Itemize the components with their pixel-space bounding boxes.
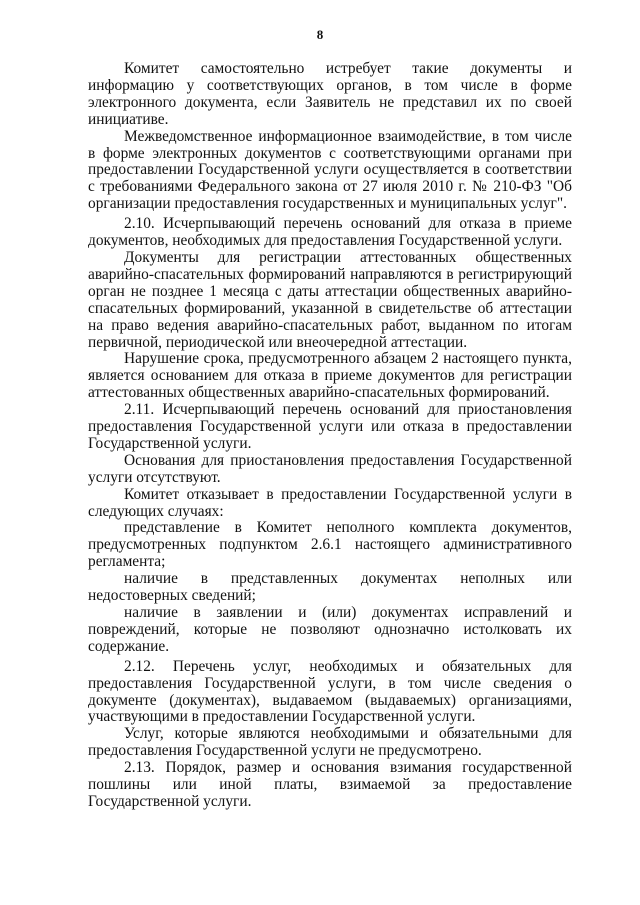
paragraph-section-2-11: 2.11. Исчерпывающий перечень оснований для приостановления предоставления Государственной услуги или отказа в предоставлении Государственной услуги. — [88, 401, 572, 452]
list-item-incomplete-info: наличие в представленных документах неполных или недостоверных сведений; — [88, 570, 572, 605]
paragraph-section-2-13: 2.13. Порядок, размер и основания взимания государственной пошлины или иной платы, взимаемой за предоставление Государственной услуги. — [88, 759, 572, 810]
paragraph-refusal-cases: Комитет отказывает в предоставлении Государственной услуги в следующих случаях: — [88, 485, 572, 520]
paragraph-registration-documents: Документы для регистрации аттестованных общественных аварийно-спасательных формирований направляются в регистрирующий орган не позднее 1 месяца с даты аттестации общественных аварийно-спасательных формирований, указанной в свидетельстве об аттестации на право ведения аварийно-спасательных работ, выданном по итогам первичной, периодической или внеочередной аттестации. — [88, 248, 572, 351]
page-number: 8 — [316, 27, 324, 42]
paragraph-interagency-interaction: Межведомственное информационное взаимодействие, в том числе в форме электронных документов с соответствующими органами при предоставлении Государственной услуги осуществляется в соответствии с требованиями Федерального закона от 27 июля 2010 г. № 210-ФЗ "Об организации предоставления государственных и муниципальных услуг". — [88, 127, 572, 213]
paragraph-section-2-12: 2.12. Перечень услуг, необходимых и обязательных для предоставления Государственной услуги, в том числе сведения о документе (документах), выдаваемом (выдаваемых) организациями, участвующими в предоставлении Государственной услуги. — [88, 657, 572, 726]
paragraph-deadline-violation: Нарушение срока, предусмотренного абзацем 2 настоящего пункта, является основанием для отказа в приеме документов для регистрации аттестованных общественных аварийно-спасательных формирований. — [88, 350, 572, 402]
paragraph-no-required-services: Услуг, которые являются необходимыми и обязательными для предоставления Государственной услуги не предусмотрено. — [88, 725, 572, 760]
list-item-incomplete-set: представление в Комитет неполного комплекта документов, предусмотренных подпунктом 2.6.1 настоящего административного регламента; — [88, 519, 572, 571]
paragraph-no-suspension-grounds: Основания для приостановления предоставления Государственной услуги отсутствуют. — [88, 451, 572, 486]
list-item-corrections: наличие в заявлении и (или) документах исправлений и повреждений, которые не позволяют однозначно истолковать их содержание. — [88, 604, 572, 655]
document-body — [88, 61, 572, 811]
paragraph-documents-request: Комитет самостоятельно истребует такие документы и информацию у соответствующих органов, в том числе в форме электронного документа, если Заявитель не представил их по своей инициативе. — [88, 60, 572, 128]
paragraph-section-2-10: 2.10. Исчерпывающий перечень оснований для отказа в приеме документов, необходимых для предоставления Государственной услуги. — [88, 215, 572, 250]
